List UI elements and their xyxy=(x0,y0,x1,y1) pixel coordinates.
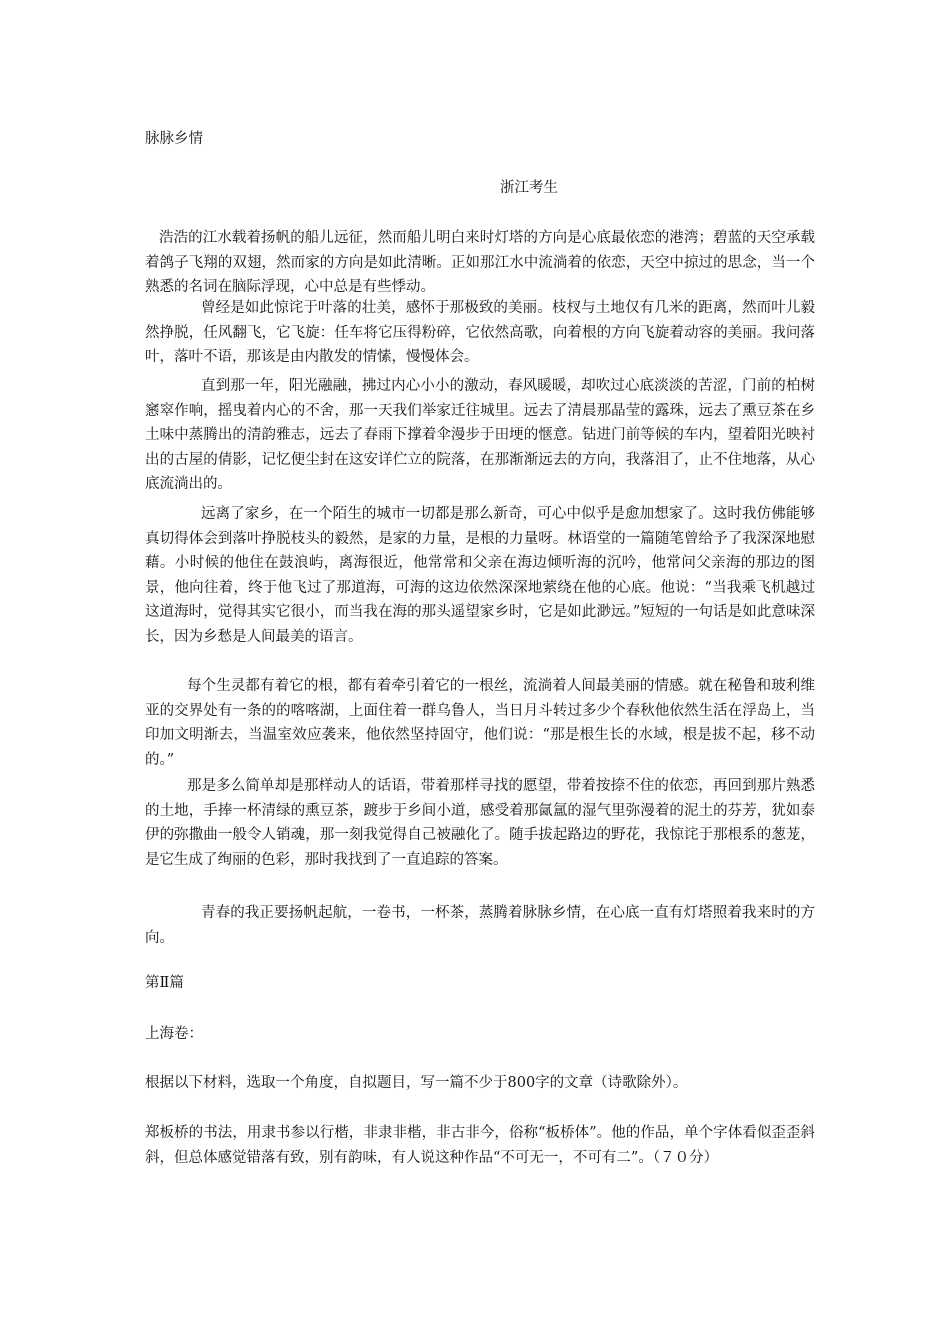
part-heading: 第Ⅱ篇 xyxy=(145,975,184,991)
essay-title: 脉脉乡情 xyxy=(145,131,203,147)
exam-heading: 上海卷： xyxy=(145,1026,203,1042)
prompt-material: 郑板桥的书法，用隶书参以行楷，非隶非楷，非古非今，俗称“板桥体”。他的作品，单个字体看似歪歪斜斜，但总体感觉错落有致，别有韵味，有人说这种作品“不可无一，不可有二”。（７０分） xyxy=(145,1125,815,1166)
essay-author: 浙江考生 xyxy=(500,180,558,196)
essay-paragraph-7: 青春的我正要扬帆起航，一卷书，一杯茶，蒸腾着脉脉乡情，在心底一直有灯塔照着我来时的方向。 xyxy=(145,905,815,946)
essay-paragraph-6: 那是多么简单却是那样动人的话语，带着那样寻找的愿望，带着按捺不住的依恋，再回到那片熟悉的土地，手捧一杯清绿的熏豆茶，踱步于乡间小道，感受着那氤氲的湿气里弥漫着的泥土的芬芳，犹如泰伊的弥撒曲一般令人销魂，那一刻我觉得自己被融化了。随手拔起路边的野花，我惊诧于那根系的葱茏，是它生成了绚丽的色彩，那时我找到了一直追踪的答案。 xyxy=(145,778,815,868)
essay-paragraph-5: 每个生灵都有着它的根，都有着牵引着它的一根丝，流淌着人间最美丽的情感。就在秘鲁和玻利维亚的交界处有一条的的喀喀湖，上面住着一群乌鲁人，当日月斗转过多少个春秋他依然生活在浮岛上，当印加文明渐去，当温室效应袭来，他依然坚持固守，他们说：“那是根生长的水域，根是拔不起，移不动的。” xyxy=(145,678,815,768)
essay-paragraph-3: 直到那一年，阳光融融，拂过内心小小的激动，春风暖暖，却吹过心底淡淡的苦涩，门前的柏树窸窣作响，摇曳着内心的不舍，那一天我们举家迁往城里。远去了清晨那晶莹的露珠，远去了熏豆茶在乡土味中蒸腾出的清韵雅志，远去了春雨下撑着伞漫步于田埂的惬意。钻进门前等候的车内，望着阳光映衬出的古屋的倩影，记忆便尘封在这安详伫立的院落，在那渐渐远去的方向，我落泪了，止不住地落，从心底流淌出的。 xyxy=(145,378,815,492)
essay-paragraph-4: 远离了家乡，在一个陌生的城市一切都是那么新奇，可心中似乎是愈加想家了。这时我仿佛能够真切得体会到落叶挣脱枝头的毅然，是家的力量，是根的力量呀。林语堂的一篇随笔曾给予了我深深地慰藉。小时候的他住在鼓浪屿，离海很近，他常常和父亲在海边倾听海的沉吟，他常问父亲海的那边的图景，他向往着，终于他飞过了那道海，可海的这边依然深深地萦绕在他的心底。他说：“当我乘飞机越过这道海时，觉得其实它很小，而当我在海的那头遥望家乡时，它是如此渺远。”短短的一句话是如此意味深长，因为乡愁是人间最美的语言。 xyxy=(145,506,815,645)
writing-prompt: 根据以下材料，选取一个角度，自拟题目，写一篇不少于800字的文章（诗歌除外）。 xyxy=(145,1075,688,1091)
essay-paragraph-2: 曾经是如此惊诧于叶落的壮美，感怀于那极致的美丽。枝杈与土地仅有几米的距离，然而叶儿毅然挣脱，任风翻飞，它飞旋：任车将它压得粉碎，它依然高歌，向着根的方向飞旋着动容的美丽。我问落叶，落叶不语，那该是由内散发的情愫，慢慢体会。 xyxy=(145,300,815,365)
essay-paragraph-1: 浩浩的江水载着扬帆的船儿远征，然而船儿明白来时灯塔的方向是心底最依恋的港湾；碧蓝的天空承载着鸽子飞翔的双翅，然而家的方向是如此清晰。正如那江水中流淌着的依恋，天空中掠过的思念，当一个熟悉的名词在脑际浮现，心中总是有些悸动。 xyxy=(145,230,815,295)
